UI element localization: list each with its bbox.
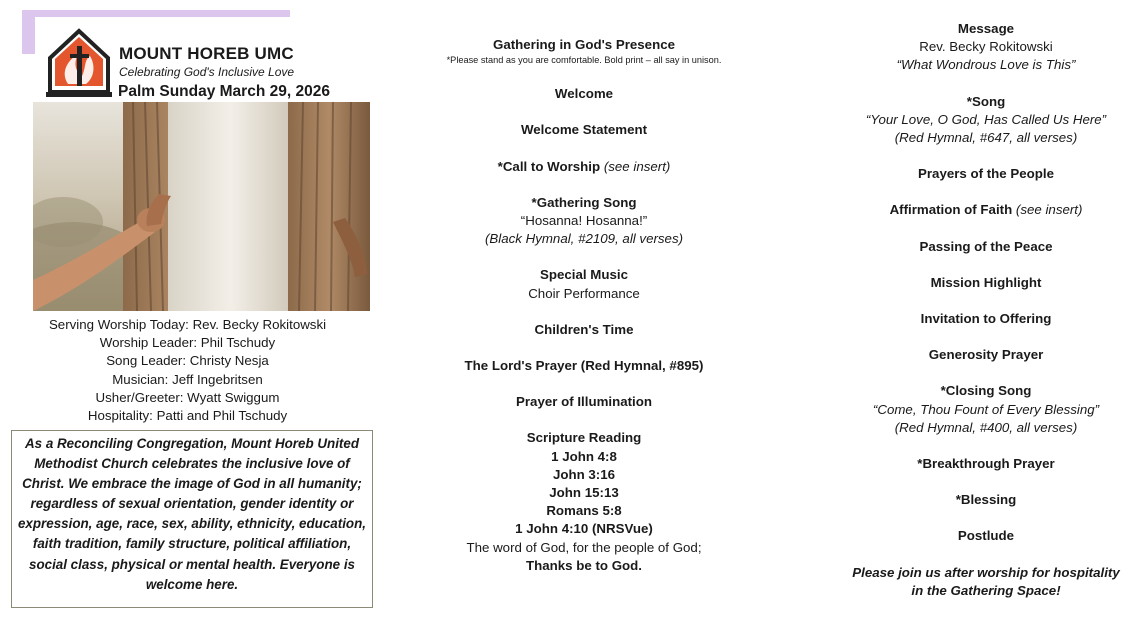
- item-message: Message: [957, 21, 1015, 36]
- item-generosity-prayer: Generosity Prayer: [928, 347, 1044, 363]
- hospitality-invite-line-1: Please join us after worship for hospitality: [852, 564, 1120, 580]
- reconciling-statement: As a Reconciling Congregation, Mount Horeb United Methodist Church celebrates the inclusive love of Christ. We embrace the image of God in all humanity; regardless of sexual orientation, gender identity or expression, age, race, sex, ability, ethnicity, education, faith tradition, family structure, political affiliation, social class, physical or mental health. Everyone is welcome here.: [11, 430, 373, 608]
- item-welcome: Welcome: [554, 86, 614, 102]
- hospitality-invite-line-2: in the Gathering Space!: [911, 582, 1061, 598]
- sermon-title: “What Wondrous Love is This”: [896, 57, 1076, 73]
- item-postlude: Postlude: [957, 528, 1015, 544]
- call-to-worship-note: (see insert): [603, 158, 671, 174]
- item-childrens-time: Children's Time: [534, 321, 634, 337]
- scripture-ref: John 15:13: [549, 485, 619, 501]
- scripture-ref: Romans 5:8: [546, 503, 622, 519]
- staff-list: [10, 316, 365, 425]
- gathering-song-title: “Hosanna! Hosanna!”: [520, 213, 648, 229]
- item-welcome-statement: Welcome Statement: [520, 122, 648, 138]
- congregation-response: Thanks be to God.: [526, 557, 642, 573]
- affirmation-label: Affirmation of Faith: [889, 202, 1013, 218]
- item-scripture-reading: Scripture Reading: [526, 430, 642, 446]
- word-of-god-line: The word of God, for the people of God;: [466, 539, 702, 555]
- item-passing-of-the-peace: Passing of the Peace: [919, 238, 1053, 254]
- song-title: “Your Love, O God, Has Called Us Here”: [865, 111, 1107, 127]
- item-gathering-song: *Gathering Song: [531, 194, 637, 210]
- staff-line: Usher/Greeter: Wyatt Swiggum: [95, 389, 280, 405]
- instruction-note: *Please stand as you are comfortable. Bold print – all say in unison.: [446, 55, 722, 66]
- section-title: Gathering in God's Presence: [493, 37, 675, 52]
- closing-song-ref: (Red Hymnal, #400, all verses): [894, 419, 1078, 435]
- item-prayer-illumination: Prayer of Illumination: [516, 394, 652, 410]
- special-music-detail: Choir Performance: [528, 285, 640, 301]
- church-name: MOUNT HOREB UMC: [119, 44, 294, 63]
- scripture-ref: 1 John 4:8: [551, 448, 617, 464]
- item-breakthrough-prayer: *Breakthrough Prayer: [917, 456, 1055, 472]
- order-of-worship-column-2: [825, 20, 1147, 600]
- song-ref: (Red Hymnal, #647, all verses): [894, 130, 1078, 146]
- staff-line: Song Leader: Christy Nesja: [106, 353, 269, 369]
- staff-line: Musician: Jeff Ingebritsen: [112, 371, 263, 387]
- accent-bar-top: [22, 10, 290, 17]
- item-song: *Song: [966, 93, 1006, 109]
- accent-bar-left: [22, 10, 35, 54]
- affirmation-note: (see insert): [1015, 202, 1083, 218]
- item-mission-highlight: Mission Highlight: [930, 274, 1042, 290]
- staff-line: Hospitality: Patti and Phil Tschudy: [87, 408, 288, 424]
- gathering-song-ref: (Black Hymnal, #2109, all verses): [484, 231, 684, 247]
- church-logo-icon: [46, 28, 112, 100]
- item-special-music: Special Music: [540, 267, 628, 283]
- item-affirmation-of-faith: [825, 201, 1147, 219]
- scripture-ref: John 3:16: [552, 466, 616, 482]
- preacher-name: Rev. Becky Rokitowski: [919, 39, 1053, 55]
- item-closing-song: *Closing Song: [940, 383, 1032, 399]
- scripture-ref: 1 John 4:10 (NRSVue): [515, 521, 653, 537]
- item-prayers-of-the-people: Prayers of the People: [918, 166, 1054, 182]
- palm-sunday-photo: [33, 102, 370, 311]
- item-blessing: *Blessing: [955, 492, 1017, 508]
- item-invitation-to-offering: Invitation to Offering: [920, 311, 1052, 327]
- item-lords-prayer: The Lord's Prayer (Red Hymnal, #895): [464, 358, 704, 374]
- call-to-worship-label: *Call to Worship: [497, 158, 601, 174]
- staff-line: Worship Leader: Phil Tschudy: [99, 335, 276, 351]
- item-call-to-worship: [412, 158, 756, 176]
- staff-line: Serving Worship Today: Rev. Becky Rokitowski: [48, 317, 327, 332]
- church-tagline: Celebrating God's Inclusive Love: [119, 65, 295, 79]
- closing-song-title: “Come, Thou Fount of Every Blessing”: [872, 401, 1100, 417]
- order-of-worship-column-1: [412, 36, 756, 575]
- service-date: Palm Sunday March 29, 2026: [118, 83, 330, 100]
